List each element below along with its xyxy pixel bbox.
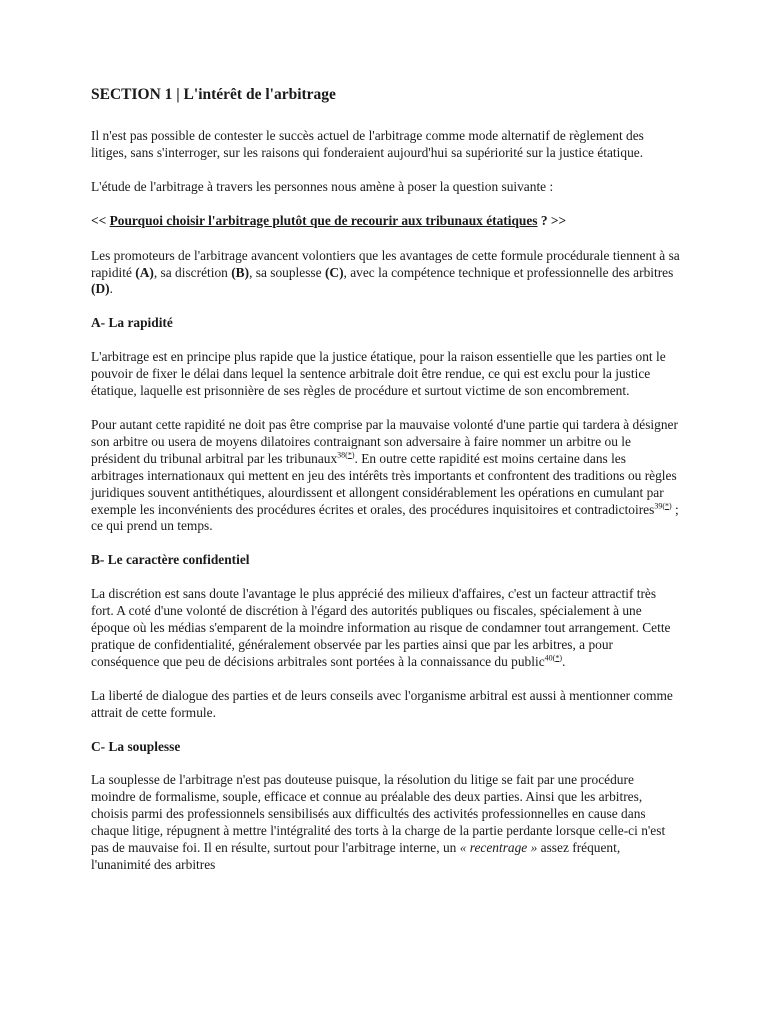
promoters-text-2: , sa discrétion — [153, 264, 232, 280]
footnote-40-close: ) — [559, 653, 562, 663]
section-a-text-1: Pour autant cette rapidité ne doit pas être comprise par la mauvaise volonté d'une partie qui tardera à désigner son arbitre ou usera de moyens dilatoires contraignant son adversaire à faire nommer un arbitre ou le président du tribunal arbitral par les tribunaux — [91, 416, 678, 466]
section-title: SECTION 1 | L'intérêt de l'arbitrage — [91, 86, 336, 103]
section-c-text-2: assez fréquent, l'unanimité des arbitres — [91, 840, 621, 872]
heading-a: A- La rapidité — [91, 315, 173, 331]
question-text: Pourquoi choisir l'arbitrage plutôt que de recourir aux tribunaux étatiques — [109, 212, 538, 228]
lead-paragraph: L'étude de l'arbitrage à travers les personnes nous amène à poser la question suivante : — [91, 178, 554, 194]
footnote-39 — [654, 501, 671, 510]
footnote-40 — [545, 653, 562, 662]
document-page — [91, 86, 681, 891]
footnote-40-number: 40 — [544, 653, 553, 663]
section-b-paragraph-2: La liberté de dialogue des parties et de leurs conseils avec l'organisme arbitral est aussi à mentionner comme attrait de cette formule. — [91, 687, 673, 720]
footnote-38 — [337, 450, 354, 459]
question-open: << — [91, 212, 110, 228]
section-a-paragraph-1: L'arbitrage est en principe plus rapide que la justice étatique, pour la raison essentielle que les parties ont le pouvoir de fixer le délai dans lequel la sentence arbitrale doit être rendue, ce qui est exclu pour la justice étatique, laquelle est prisonnière de ses règles de procédure et surtout victime de son encombrement. — [91, 349, 666, 399]
footnote-39-link[interactable]: * — [665, 501, 669, 511]
section-c-paragraph-1 — [91, 772, 681, 873]
promoters-text-5: . — [109, 281, 113, 297]
heading-c: C- La souplesse — [91, 738, 181, 754]
footnote-39-number: 39 — [654, 501, 663, 511]
promoters-text-4: , avec la compétence technique et professionnelle des arbitres — [343, 264, 674, 280]
intro-paragraph: Il n'est pas possible de contester le succès actuel de l'arbitrage comme mode alternatif de règlement des litiges, sans s'interroger, sur les raisons qui fonderaient aujourd'hui sa supériorité sur la justice étatique. — [91, 128, 644, 160]
footnote-40-link[interactable]: * — [555, 653, 560, 663]
heading-b: B- Le caractère confidentiel — [91, 552, 250, 568]
section-b-text-2: . — [561, 653, 566, 669]
promoters-text-1: Les promoteurs de l'arbitrage avancent volontiers que les avantages de cette formule procédurale tiennent à sa rapidité — [91, 247, 680, 280]
marker-b: (B) — [231, 264, 250, 280]
promoters-paragraph — [91, 248, 681, 299]
footnote-39-open: ( — [662, 501, 665, 511]
marker-d: (D) — [91, 281, 110, 297]
question-paragraph — [91, 213, 681, 230]
section-c-text-1: La souplesse de l'arbitrage n'est pas douteuse puisque, la résolution du litige se fait par une procédure moindre de formalisme, souple, efficace et connue au préalable des deux parties. Ainsi que les arbitres, choisis parmi des professionnels sensibilisés aux difficultés des activités professionnelles en cause dans chaque litige, répugnent à mettre l'intégralité des torts à la charge de la partie perdante lorsque celle-ci n'est pas de mauvaise foi. Il en résulte, surtout pour l'arbitrage interne, un — [91, 772, 666, 856]
section-a-paragraph-2 — [91, 417, 681, 535]
section-a-text-2: . En outre cette rapidité est moins certaine dans les arbitrages internationaux qui mettent en jeu des intérêts très importants et confrontent des traditions ou règles juridiques souvent antithétiques, alourdissent et allongent considérablement les opérations en cumulant par exemple les inconvénients des procédures écrites et orales, des procédures inquisitoires et contradictoires — [91, 450, 677, 517]
footnote-40-open: ( — [552, 653, 556, 663]
footnote-38-close: ) — [351, 450, 355, 460]
marker-a: (A) — [135, 264, 154, 280]
marker-c: (C) — [324, 264, 344, 280]
promoters-text-3: , sa souplesse — [249, 264, 325, 280]
footnote-38-open: ( — [345, 450, 348, 460]
section-a-text-3: ; ce qui prend un temps. — [91, 501, 679, 534]
question-close: ? >> — [537, 212, 567, 228]
footnote-38-link[interactable]: * — [347, 450, 352, 460]
section-b-paragraph-1 — [91, 586, 681, 671]
section-c-italic: « recentrage » — [459, 840, 538, 856]
section-b-text-1: La discrétion est sans doute l'avantage le plus apprécié des milieux d'affaires, c'est un facteur attractif très fort. A coté d'une volonté de discrétion à l'égard des autorités publiques ou fiscales, spécialement à une époque où les médias s'emparent de la moindre information au risque de condamner tout arrangement. Cette pratique de confidentialité, généralement observée par les parties ainsi que par les arbitres, a pour conséquence que peu de décisions arbitrales sont portées à la connaissance du public — [91, 586, 671, 669]
footnote-38-number: 38 — [337, 450, 346, 460]
footnote-39-close: ) — [669, 501, 672, 511]
